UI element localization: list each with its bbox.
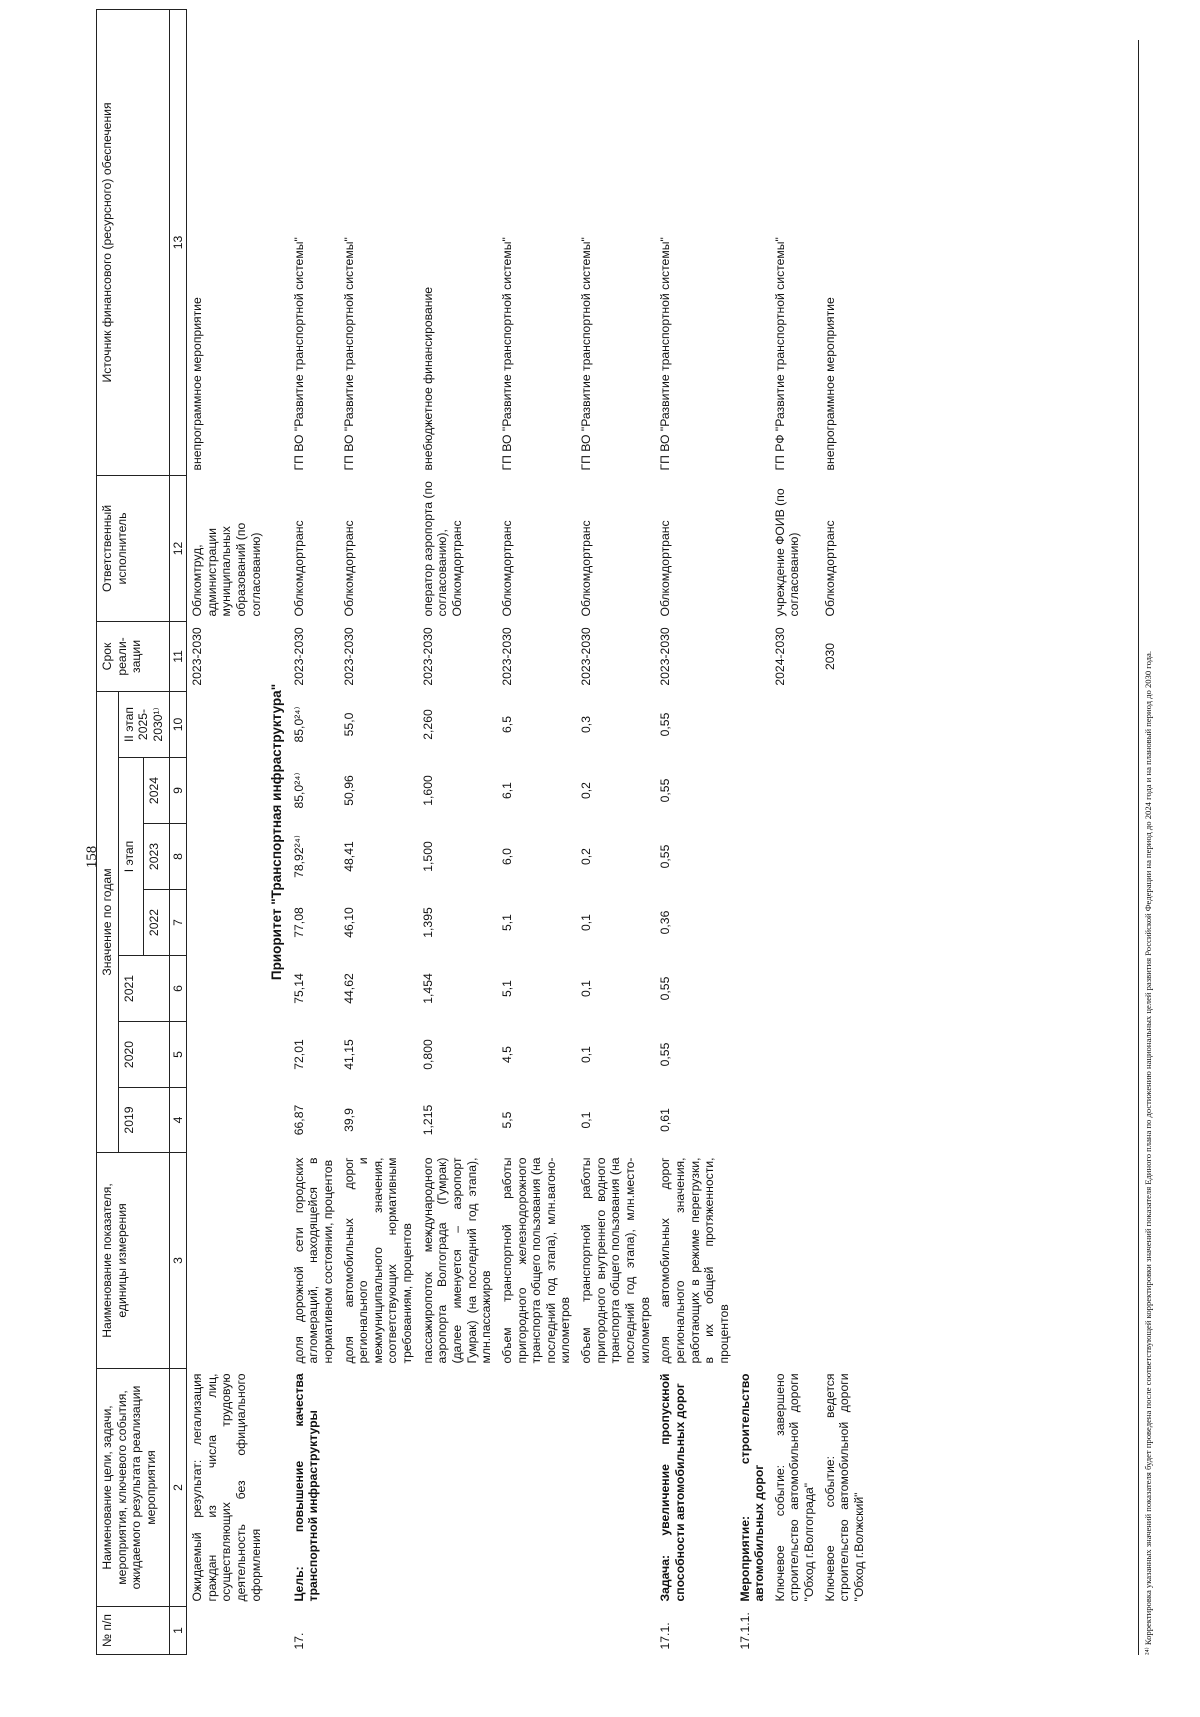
indicator-name: доля автомобильных дорог регионального и межмуниципального значения, соответствующих нормативным требованиям, процентов xyxy=(341,1157,415,1364)
col-number: 8 xyxy=(169,824,187,890)
header-2023: 2023 xyxy=(144,824,169,890)
value-2024: 0,2 xyxy=(579,782,594,799)
col-number: 2 xyxy=(169,1369,187,1607)
header-name: Наименование цели, задачи, мероприятия, ключевого события, ожидаемого результата реализации мероприятия xyxy=(97,1369,170,1607)
table-row xyxy=(820,9,870,1654)
program-table xyxy=(96,9,870,1655)
footnote: ²⁴⁾ Корректировка указанных значений показателя будет проведена после соответствующей корректировки значений показателя Единого плана по достижению национальных целей развития Российской Федерации на период до 2024 года и на плановый период до 2030 года. xyxy=(1138,40,1154,1655)
table-row xyxy=(187,9,267,1654)
value-2022: 77,08 xyxy=(291,907,306,938)
table-row xyxy=(576,9,655,1654)
key-event: Ключевое событие: ведется строительство автомобильной дороги "Обход г.Волжский" xyxy=(822,1373,867,1602)
value-2020: 0,800 xyxy=(420,1039,435,1070)
value-2023: 78,92²⁴⁾ xyxy=(291,835,306,878)
value-stage2: 85,0²⁴⁾ xyxy=(291,706,306,743)
page-number: 158 xyxy=(84,845,100,869)
value-2024: 85,0²⁴⁾ xyxy=(291,772,306,809)
value-2024: 50,96 xyxy=(341,775,356,806)
value-2024: 1,600 xyxy=(420,775,435,806)
indicator-name: доля дорожной сети городских агломераций, находящейся в нормативном состоянии, процентов xyxy=(291,1157,335,1364)
value-2023: 6,0 xyxy=(499,848,514,865)
value-2021: 0,55 xyxy=(658,976,673,1001)
value-stage2: 2,260 xyxy=(420,709,435,740)
executor: Облкомдортранс xyxy=(579,520,594,617)
value-2019: 1,215 xyxy=(420,1104,435,1136)
table-row xyxy=(497,9,576,1654)
executor: Облкомдортранс xyxy=(291,520,306,617)
value-2023: 1,500 xyxy=(420,841,435,872)
table-row xyxy=(418,9,497,1654)
executor: Облкомдортранс xyxy=(658,520,673,617)
value-2023: 48,41 xyxy=(341,841,356,872)
goal-name: Цель: повышение качества транспортной инфраструктуры xyxy=(291,1373,321,1602)
value-2020: 0,1 xyxy=(579,1046,594,1063)
header-2020: 2020 xyxy=(118,1022,169,1088)
term: 2023-2030 xyxy=(658,627,673,686)
task-name: Задача: увеличение пропускной способности автомобильных дорог xyxy=(658,1373,687,1602)
funding-source: внебюджетное финансирование xyxy=(420,286,435,471)
header-indicator: Наименование показателя, единицы измерения xyxy=(97,1153,170,1369)
funding-source: ГП РФ "Развитие транспортной системы" xyxy=(772,237,787,471)
value-2019: 5,5 xyxy=(499,1111,514,1129)
value-2021: 1,454 xyxy=(420,973,435,1004)
header-executor: Ответственный исполнитель xyxy=(97,475,170,621)
value-stage2: 55,0 xyxy=(341,712,356,737)
value-2021: 5,1 xyxy=(499,980,514,997)
header-stage1: I этап xyxy=(118,758,143,956)
value-2019: 0,1 xyxy=(579,1111,594,1129)
value-2022: 5,1 xyxy=(499,914,514,931)
executor: оператор аэропорта (по согласованию), Облкомдортранс xyxy=(420,481,464,617)
funding-source: ГП ВО "Развитие транспортной системы" xyxy=(341,237,356,471)
key-event: Ключевое событие: завершено строительство автомобильной дороги "Обход г.Волгограда" xyxy=(772,1373,817,1602)
executor: учреждение ФОИВ (по согласованию) xyxy=(772,488,802,617)
executor: Облкомдортранс xyxy=(341,520,356,617)
executor: Облкомдортранс xyxy=(822,520,837,617)
term: 2023-2030 xyxy=(579,627,594,686)
col-number: 1 xyxy=(169,1607,187,1655)
term: 2023-2030 xyxy=(291,627,306,686)
value-stage2: 6,5 xyxy=(499,716,514,733)
value-2022: 0,36 xyxy=(658,910,673,935)
table-row xyxy=(655,9,734,1654)
header-term: Срок реали-зации xyxy=(97,621,170,691)
col-number: 11 xyxy=(169,621,187,691)
row-number: 17.1.1. xyxy=(737,1612,752,1650)
expected-result: Ожидаемый результат: легализация граждан из числа лиц, осуществляющих трудовую деятельность без официального оформления xyxy=(190,1373,263,1602)
value-2024: 0,55 xyxy=(658,778,673,803)
row-number: 17.1. xyxy=(658,1622,673,1650)
term: 2030 xyxy=(822,642,837,671)
header-source: Источник финансового (ресурсного) обеспечения xyxy=(97,9,170,475)
value-2020: 0,55 xyxy=(658,1042,673,1067)
header-2021: 2021 xyxy=(118,956,169,1022)
funding-source: ГП ВО "Развитие транспортной системы" xyxy=(658,237,673,471)
col-number: 13 xyxy=(169,9,187,475)
funding-source: ГП ВО "Развитие транспортной системы" xyxy=(499,237,514,471)
value-stage2: 0,3 xyxy=(579,716,594,733)
table-row xyxy=(770,9,820,1654)
col-number: 12 xyxy=(169,475,187,621)
col-number: 5 xyxy=(169,1022,187,1088)
value-2019: 39,9 xyxy=(341,1108,356,1132)
term: 2023-2030 xyxy=(190,627,205,686)
funding-source: ГП ВО "Развитие транспортной системы" xyxy=(579,237,594,471)
executor: Облкомтруд, администрации муниципальных образований (по согласованию) xyxy=(190,522,263,617)
value-2020: 72,01 xyxy=(291,1039,306,1070)
term: 2023-2030 xyxy=(341,627,356,686)
value-2022: 0,1 xyxy=(579,914,594,931)
value-stage2: 0,55 xyxy=(658,712,673,737)
indicator-name: объем транспортной работы пригородного внутреннего водного транспорта общего пользования (на последний год этапа), млн.место-километров xyxy=(579,1157,652,1364)
table-row xyxy=(339,9,418,1654)
value-2022: 1,395 xyxy=(420,907,435,938)
value-2021: 44,62 xyxy=(341,973,356,1004)
funding-source: внепрограммное мероприятие xyxy=(190,297,205,471)
indicator-name: пассажиропоток международного аэропорта Волгограда (Гумрак) (далее именуется – аэропорт Гумрак) (на последний год этапа), млн.пассажиров xyxy=(420,1157,494,1364)
funding-source: ГП ВО "Развитие транспортной системы" xyxy=(291,237,306,471)
header-num: № п/п xyxy=(97,1607,170,1655)
table-row xyxy=(289,9,339,1654)
header-values-group: Значение по годам xyxy=(97,691,119,1152)
term: 2023-2030 xyxy=(499,627,514,686)
value-2019: 66,87 xyxy=(291,1104,306,1136)
priority-title: Приоритет "Транспортная инфраструктура" xyxy=(269,683,285,981)
header-2024: 2024 xyxy=(144,758,169,824)
executor: Облкомдортранс xyxy=(499,520,514,617)
value-2024: 6,1 xyxy=(499,782,514,799)
value-2023: 0,55 xyxy=(658,844,673,869)
term: 2023-2030 xyxy=(420,627,435,686)
value-2022: 46,10 xyxy=(341,907,356,938)
priority-row xyxy=(266,9,288,1654)
term: 2024-2030 xyxy=(772,627,787,686)
row-number: 17. xyxy=(291,1632,306,1650)
value-2019: 0,61 xyxy=(658,1108,673,1132)
col-number: 3 xyxy=(169,1153,187,1369)
value-2020: 4,5 xyxy=(499,1046,514,1063)
value-2021: 75,14 xyxy=(291,973,306,1004)
table-row xyxy=(735,9,770,1654)
header-stage2: II этап 2025-2030¹⁾ xyxy=(118,691,169,757)
value-2020: 41,15 xyxy=(341,1039,356,1070)
col-number: 9 xyxy=(169,758,187,824)
measure-name: Мероприятие: строительство автомобильных дорог xyxy=(737,1373,767,1602)
col-number: 7 xyxy=(169,890,187,956)
header-2019: 2019 xyxy=(118,1088,169,1153)
header-2022: 2022 xyxy=(144,890,169,956)
table-header xyxy=(97,9,187,1654)
col-number: 10 xyxy=(169,691,187,757)
indicator-name: объем транспортной работы пригородного железнодорожного транспорта общего пользования (на последний год этапа), млн.вагоно-километров xyxy=(499,1157,573,1364)
col-number: 4 xyxy=(169,1088,187,1153)
value-2023: 0,2 xyxy=(579,848,594,865)
value-2021: 0,1 xyxy=(579,980,594,997)
col-number: 6 xyxy=(169,956,187,1022)
indicator-name: доля автомобильных дорог регионального значения, работающих в режиме перегрузки, в их общей протяженности, процентов xyxy=(658,1157,731,1364)
funding-source: внепрограммное мероприятие xyxy=(822,297,837,471)
